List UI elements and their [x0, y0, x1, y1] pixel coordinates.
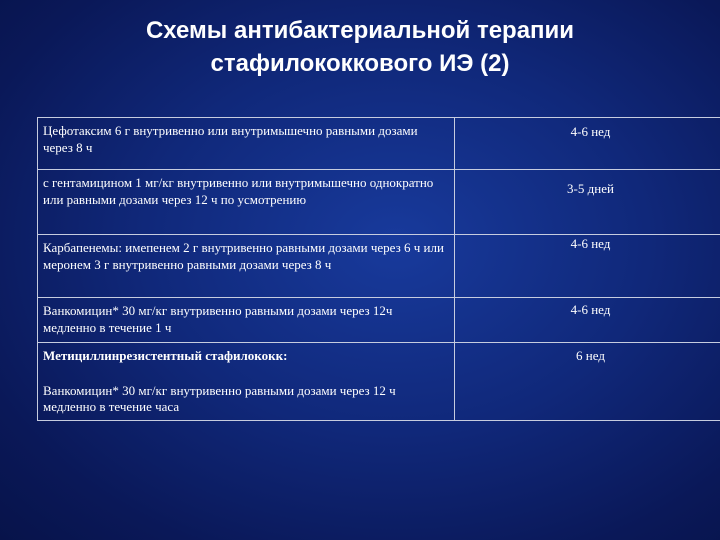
duration-cell: [455, 118, 720, 170]
slide-title: [0, 14, 720, 80]
drug-cell: Карбапенемы: имепенем 2 г внутривенно равными дозами через 6 ч или меронем 3 г внутривенно равными дозами через 8 ч: [38, 235, 455, 298]
table-row: [38, 235, 720, 298]
slide-title-line-2: стафилококкового ИЭ (2): [210, 50, 510, 77]
duration-text: 4-6 нед: [570, 236, 611, 251]
duration-cell: [455, 343, 720, 421]
drug-cell: Цефотаксим 6 г внутривенно или внутримышечно равными дозами через 8 ч: [38, 118, 455, 170]
duration-cell: [455, 170, 720, 235]
therapy-table: [37, 117, 720, 421]
duration-text: 4-6 нед: [570, 302, 611, 317]
table-row: [38, 343, 720, 421]
drug-detail: Ванкомицин* 30 мг/кг внутривенно равными дозами через 12 ч медленно в течение часа: [43, 382, 396, 414]
duration-text: 3-5 дней: [567, 181, 614, 196]
drug-cell: [38, 343, 455, 421]
drug-cell: Ванкомицин* 30 мг/кг внутривенно равными дозами через 12ч медленно в течение 1 ч: [38, 298, 455, 343]
duration-cell: [455, 298, 720, 343]
duration-text: 4-6 нед: [570, 124, 611, 139]
duration-text: 6 нед: [576, 348, 605, 363]
table-row: [38, 170, 720, 235]
slide-title-line-1: Схемы антибактериальной терапии: [145, 17, 575, 44]
table-row: [38, 118, 720, 170]
drug-group-heading: Метициллинрезистентный стафилококк:: [43, 348, 288, 363]
duration-cell: [455, 235, 720, 298]
table-row: [38, 298, 720, 343]
drug-cell: с гентамицином 1 мг/кг внутривенно или внутримышечно однократно или равными дозами через 12 ч по усмотрению: [38, 170, 455, 235]
